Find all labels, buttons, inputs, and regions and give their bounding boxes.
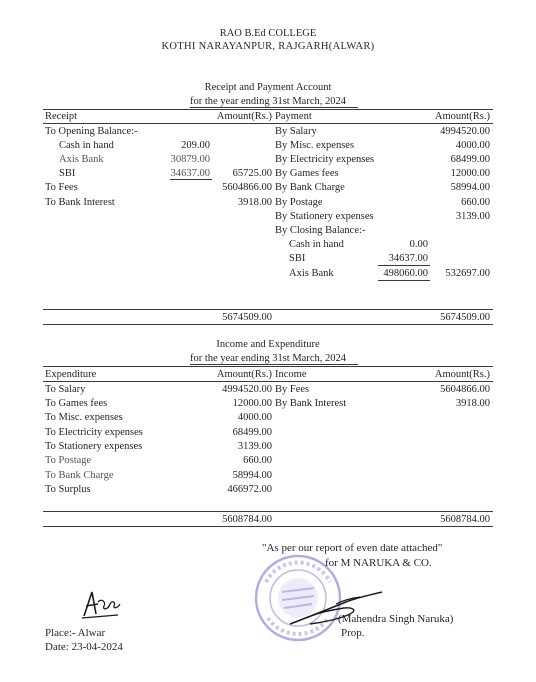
receipt-cash-value: 209.00 [181,140,210,151]
college-name: RAO B.Ed COLLEGE [219,28,317,39]
rp-subtitle: for the year ending 31st March, 2024 [190,96,346,107]
payment-salary-label: By Salary [275,126,317,137]
income-value: 5604866.00 [440,384,490,395]
payment-salary-value: 4994520.00 [440,126,490,137]
ie-total-bottom-rule [43,526,493,527]
expenditure-item: To Misc. expenses [45,412,123,423]
rp-title: Receipt and Payment Account [204,82,332,93]
ie-header-bottom-rule [43,381,493,382]
rp-header-right-amount: Amount(Rs.) [434,111,490,122]
payment-bank-charge-value: 58994.00 [450,182,490,193]
expenditure-value: 68499.00 [232,427,272,438]
payment-closing-axis-label: Axis Bank [289,268,334,279]
college-address: KOTHI NARAYANPUR, RAJGARH(ALWAR) [161,41,375,52]
expenditure-item: To Stationery expenses [45,441,143,452]
rp-total-bottom-rule [43,324,493,325]
expenditure-value: 4994520.00 [222,384,272,395]
ie-title: Income and Expenditure [216,339,320,350]
expenditure-value: 12000.00 [232,398,272,409]
ie-total-right: 5608784.00 [440,514,490,525]
expenditure-value: 4000.00 [237,412,272,423]
receipt-fees-label: To Fees [45,182,78,193]
receipt-axis-label: Axis Bank [59,154,104,165]
report-note: "As per our report of even date attached" [262,542,443,554]
payment-electricity-value: 68499.00 [450,154,490,165]
ie-header-right-amount: Amount(Rs.) [434,369,490,380]
payment-games-label: By Games fees [275,168,339,179]
ie-total-top-rule [43,511,493,512]
income-item: By Bank Interest [275,398,347,409]
payment-closing-total: 532697.00 [445,268,490,279]
ie-subtitle-underline [190,364,358,365]
ie-total-left: 5608784.00 [222,514,272,525]
rp-header-receipt: Receipt [45,111,78,122]
payment-misc-value: 4000.00 [455,140,490,151]
payment-closing-sbi-value: 34637.00 [388,253,428,264]
income-value: 3918.00 [455,398,490,409]
receipt-interest-label: To Bank Interest [45,197,115,208]
signatory-name: (Mahendra Singh Naruka) [338,613,454,625]
expenditure-value: 466972.00 [227,484,272,495]
payment-closing-label: By Closing Balance:- [275,225,366,236]
signatory-designation: Prop. [341,627,365,639]
rp-header-bottom-rule [43,123,493,124]
payment-misc-label: By Misc. expenses [275,140,355,151]
ie-header-top-rule [43,366,493,367]
ie-header-left-amount: Amount(Rs.) [216,369,272,380]
payment-stationery-value: 3139.00 [455,211,490,222]
payment-closing-sbi-label: SBI [289,253,306,264]
date: Date: 23-04-2024 [45,641,123,653]
receipt-opening-label: To Opening Balance:- [45,126,138,137]
rp-header-left-amount: Amount(Rs.) [216,111,272,122]
expenditure-item: To Bank Charge [45,470,114,481]
rp-total-top-rule [43,309,493,310]
college-signature [78,584,124,620]
payment-postage-value: 660.00 [461,197,490,208]
payment-closing-cash-label: Cash in hand [289,239,344,250]
rp-subtitle-underline [190,107,358,108]
expenditure-value: 58994.00 [232,470,272,481]
payment-closing-sbi-underline [378,265,430,266]
firm-name: for M NARUKA & CO. [325,557,432,569]
receipt-sbi-label: SBI [59,168,76,179]
payment-bank-charge-label: By Bank Charge [275,182,345,193]
expenditure-item: To Games fees [45,398,108,409]
payment-postage-label: By Postage [275,197,323,208]
expenditure-item: To Postage [45,455,92,466]
rp-total-right: 5674509.00 [440,312,490,323]
payment-stationery-label: By Stationery expenses [275,211,374,222]
income-item: By Fees [275,384,310,395]
receipt-opening-total: 65725.00 [232,168,272,179]
receipt-axis-value: 30879.00 [170,154,210,165]
rp-total-left: 5674509.00 [222,312,272,323]
expenditure-value: 660.00 [243,455,272,466]
expenditure-item: To Electricity expenses [45,427,143,438]
receipt-sbi-value: 34637.00 [170,168,210,179]
receipt-fees-value: 5604866.00 [222,182,272,193]
receipt-cash-label: Cash in hand [59,140,114,151]
place: Place:- Alwar [45,627,106,639]
expenditure-item: To Surplus [45,484,91,495]
receipt-interest-value: 3918.00 [237,197,272,208]
payment-electricity-label: By Electricity expenses [275,154,375,165]
payment-closing-axis-underline [378,280,430,281]
ie-header-income: Income [275,369,307,380]
rp-header-payment: Payment [275,111,312,122]
payment-games-value: 12000.00 [450,168,490,179]
expenditure-item: To Salary [45,384,86,395]
payment-closing-cash-value: 0.00 [409,239,428,250]
expenditure-value: 3139.00 [237,441,272,452]
payment-closing-axis-value: 498060.00 [383,268,428,279]
ie-subtitle: for the year ending 31st March, 2024 [190,353,346,364]
ie-header-expenditure: Expenditure [45,369,97,380]
